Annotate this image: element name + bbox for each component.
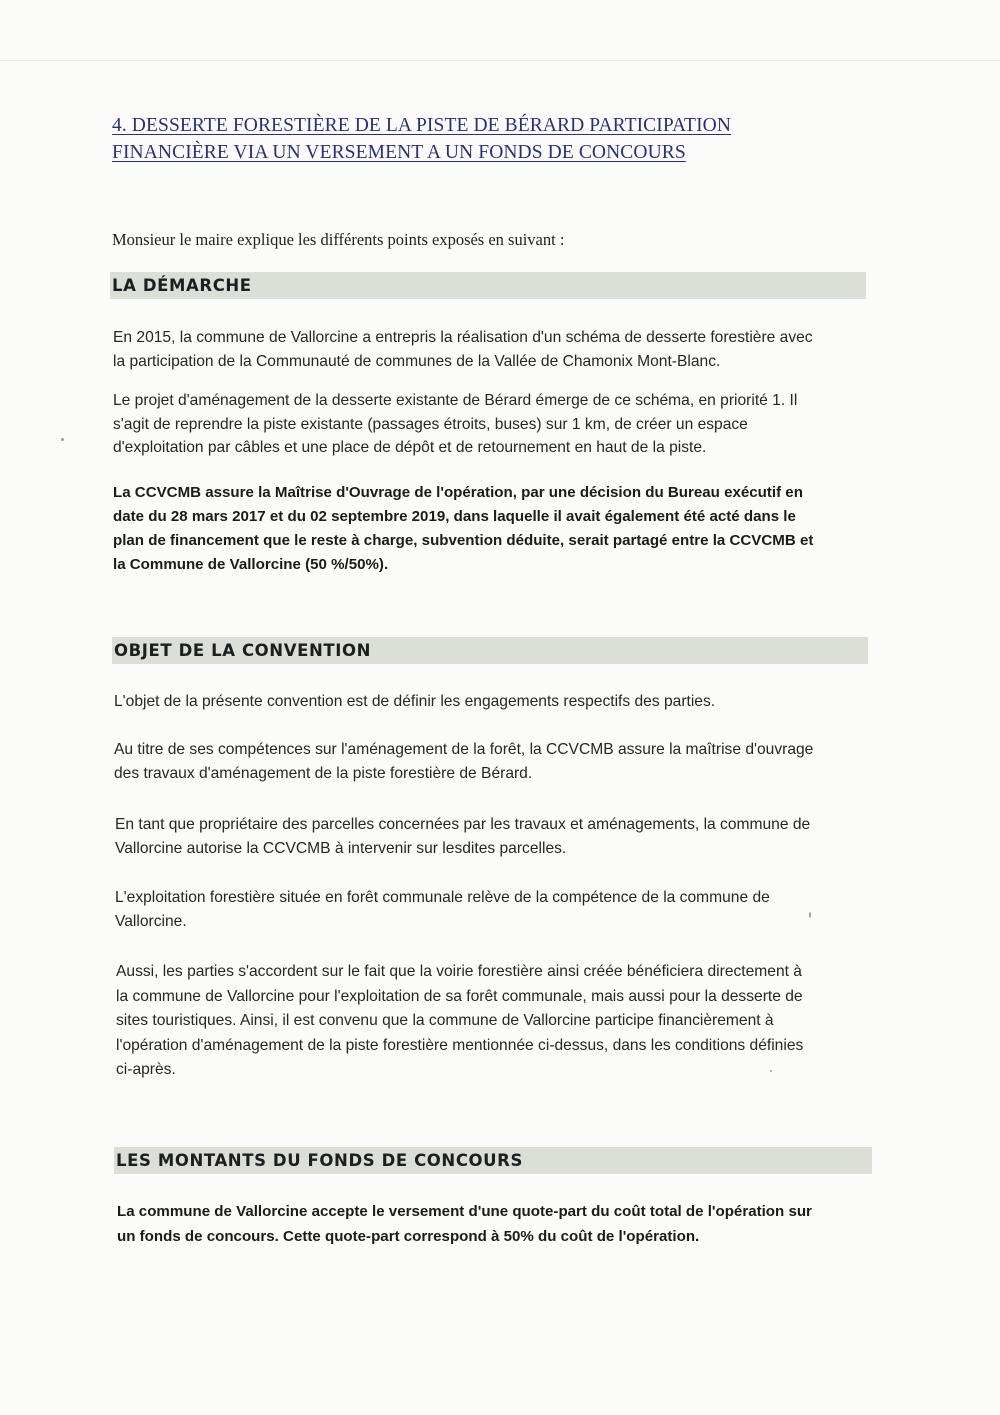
scan-speck xyxy=(770,1070,772,1072)
paragraph-line: s'agit de reprendre la piste existante (passages étroits, buses) sur 1 km, de créer un espace xyxy=(113,415,748,433)
paragraph-line: Vallorcine. xyxy=(115,912,187,930)
paragraph-line: Le projet d'aménagement de la desserte existante de Bérard émerge de ce schéma, en priorité 1. Il xyxy=(113,392,798,409)
demarche-paragraph-2 xyxy=(113,389,797,460)
paragraph-line: des travaux d'aménagement de la piste forestière de Bérard. xyxy=(114,764,533,782)
objet-paragraph-5 xyxy=(116,960,803,1083)
paragraph-line: En 2015, la commune de Vallorcine a entrepris la réalisation d'un schéma de desserte forestière avec xyxy=(113,329,813,346)
demarche-paragraph-1 xyxy=(113,326,813,373)
intro-text: Monsieur le maire explique les différents points exposés en suivant : xyxy=(112,230,565,249)
paragraph-line: Au titre de ses compétences sur l'aménagement de la forêt, la CCVCMB assure la maîtrise d'ouvrage xyxy=(114,741,814,758)
paragraph-line: ci-après. xyxy=(116,1061,176,1078)
paragraph-line: L'exploitation forestière située en forêt communale relève de la compétence de la commune de xyxy=(115,889,770,906)
paragraph-line: la commune de Vallorcine pour l'exploitation de sa forêt communale, mais aussi pour la desserte de xyxy=(116,987,803,1005)
paragraph-line: La commune de Vallorcine accepte le versement d'une quote-part du coût total de l'opération sur xyxy=(117,1203,812,1220)
paragraph-line: sites touristiques. Ainsi, il est convenu que la commune de Vallorcine participe financièrement à xyxy=(116,1012,774,1029)
paragraph-line: L'objet de la présente convention est de définir les engagements respectifs des parties. xyxy=(114,693,716,710)
objet-paragraph-3 xyxy=(115,813,810,860)
paragraph-line: Aussi, les parties s'accordent sur le fait que la voirie forestière ainsi créée bénéficiera directement à xyxy=(116,963,802,980)
section-heading-demarche: LA DÉMARCHE xyxy=(110,272,866,299)
paragraph-line: Vallorcine autorise la CCVCMB à intervenir sur lesdites parcelles. xyxy=(115,839,567,857)
document-title xyxy=(112,112,872,166)
title-line-1: 4. DESSERTE FORESTIÈRE DE LA PISTE DE BÉRARD PARTICIPATION xyxy=(112,115,732,136)
scan-edge-line xyxy=(0,60,1000,61)
demarche-paragraph-3 xyxy=(113,481,813,577)
scan-speck xyxy=(61,438,64,441)
title-line-2: FINANCIÈRE VIA UN VERSEMENT A UN FONDS DE CONCOURS xyxy=(112,142,686,163)
section-heading-objet: OBJET DE LA CONVENTION xyxy=(112,637,868,664)
paragraph-line: plan de financement que le reste à charge, subvention déduite, serait partagé entre la CCVCMB et xyxy=(113,532,814,549)
section-heading-montants: LES MONTANTS DU FONDS DE CONCOURS xyxy=(114,1147,872,1174)
paragraph-line: La CCVCMB assure la Maîtrise d'Ouvrage de l'opération, par une décision du Bureau exécutif en xyxy=(113,484,803,501)
paragraph-line: l'opération d'aménagement de la piste forestière mentionnée ci-dessus, dans les conditions définies xyxy=(116,1036,804,1054)
paragraph-line: la participation de la Communauté de communes de la Vallée de Chamonix Mont-Blanc. xyxy=(113,352,721,370)
montants-paragraph-1 xyxy=(117,1199,812,1249)
paragraph-line: la Commune de Vallorcine (50 %/50%). xyxy=(113,556,389,573)
paragraph-line: date du 28 mars 2017 et du 02 septembre 2019, dans laquelle il avait également été acté dans le xyxy=(113,508,796,525)
objet-paragraph-2 xyxy=(114,738,813,785)
paragraph-line: un fonds de concours. Cette quote-part correspond à 50% du coût de l'opération. xyxy=(117,1228,700,1245)
paragraph-line: En tant que propriétaire des parcelles concernées par les travaux et aménagements, la commune de xyxy=(115,816,811,833)
objet-paragraph-1 xyxy=(114,690,715,714)
paragraph-line: d'exploitation par câbles et une place de dépôt et de retournement en haut de la piste. xyxy=(113,439,707,456)
objet-paragraph-4 xyxy=(115,886,770,933)
scan-speck xyxy=(809,912,811,918)
